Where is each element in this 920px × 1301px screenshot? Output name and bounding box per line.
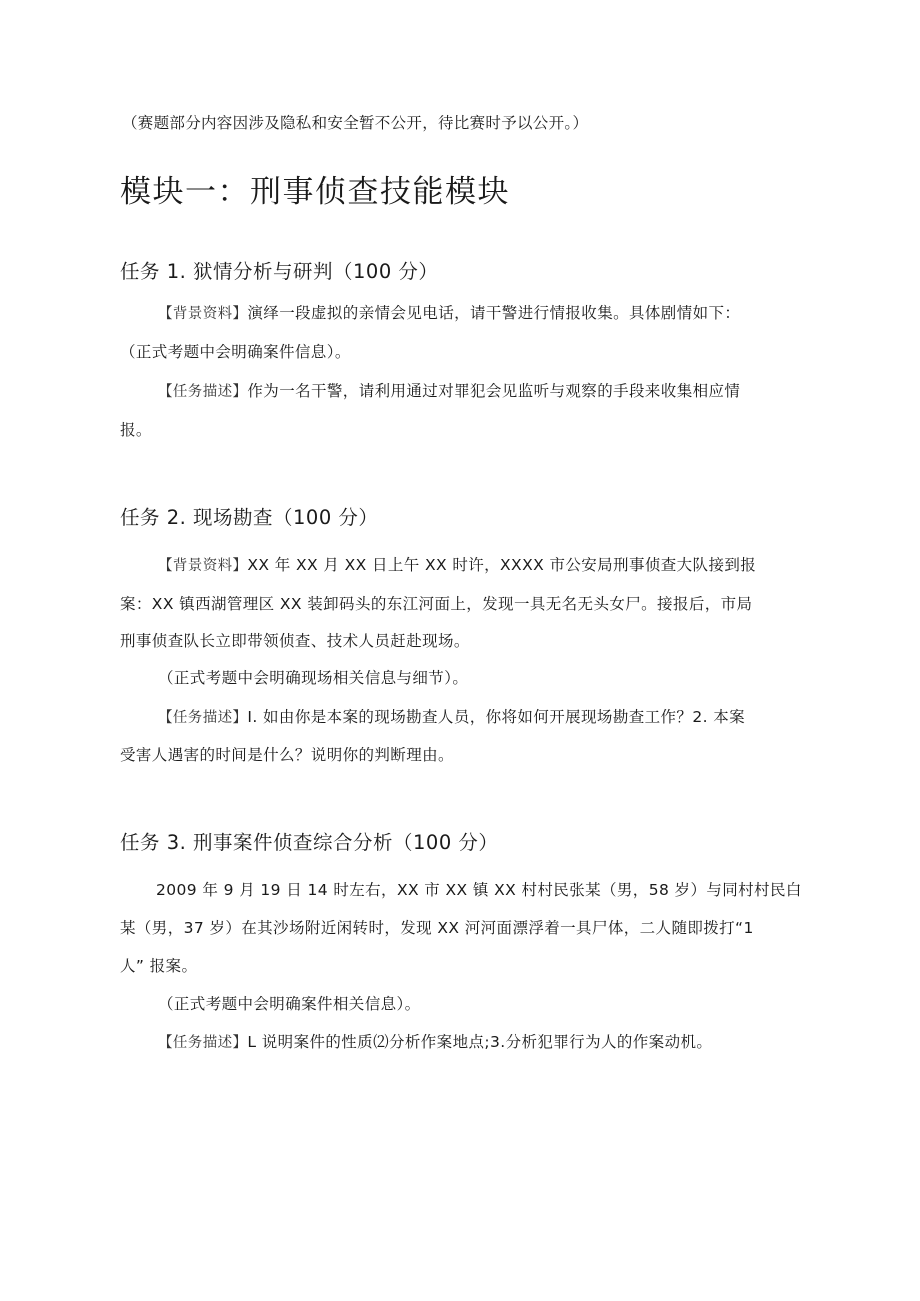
task2-background-tag: 【背景资料】 xyxy=(158,558,248,574)
task1-background-tag: 【背景资料】 xyxy=(158,306,248,322)
task1-description-line2: 报。 xyxy=(120,421,152,439)
task2-description-text: I. 如由你是本案的现场勘查人员，你将如何开展现场勘查工作？2. 本案 xyxy=(247,708,746,726)
task1-description-tag: 【任务描述】 xyxy=(158,384,248,400)
task3-title: 任务 3. 刑事案件侦查综合分析（100 分） xyxy=(120,831,499,854)
task2-description-line2: 受害人遇害的时间是什么？说明你的判断理由。 xyxy=(120,746,454,764)
task1-title: 任务 1. 狱情分析与研判（100 分） xyxy=(120,260,439,283)
task2-description xyxy=(158,706,800,729)
confidentiality-note: （赛题部分内容因涉及隐私和安全暂不公开，待比赛时予以公开。） xyxy=(122,114,589,132)
task2-background-line3: 刑事侦查队长立即带领侦查、技术人员赶赴现场。 xyxy=(120,632,470,650)
task2-note: （正式考题中会明确现场相关信息与细节）。 xyxy=(158,669,469,687)
task2-background-text: XX 年 XX 月 XX 日上午 XX 时许，XXXX 市公安局刑事侦查大队接到报 xyxy=(247,556,757,574)
task3-text-line2: 某（男，37 岁）在其沙场附近闲转时，发现 XX 河河面漂浮着一具尸体，二人随即拨打“1 xyxy=(120,919,754,937)
task2-background-line2: 案：XX 镇西湖管理区 XX 装卸码头的东江河面上，发现一具无名无头女尸。接报后，市局 xyxy=(120,595,753,613)
task2-background xyxy=(158,554,800,577)
task1-description xyxy=(158,380,800,403)
task1-background-line2: （正式考题中会明确案件信息）。 xyxy=(120,343,351,361)
task3-description xyxy=(158,1031,800,1054)
task3-description-text: L 说明案件的性质⑵分析作案地点;3.分析犯罪行为人的作案动机。 xyxy=(247,1033,713,1051)
task2-description-tag: 【任务描述】 xyxy=(158,710,248,726)
module-title: 模块一：刑事侦查技能模块 xyxy=(120,174,510,210)
task3-text-line1: 2009 年 9 月 19 日 14 时左右，XX 市 XX 镇 XX 村村民张某（男，58 岁）与同村村民白 xyxy=(156,881,802,899)
task3-note: （正式考题中会明确案件相关信息）。 xyxy=(158,995,421,1013)
task1-background-text: 演绎一段虚拟的亲情会见电话，请干警进行情报收集。具体剧情如下： xyxy=(247,304,741,322)
task1-background xyxy=(158,302,800,325)
task3-description-tag: 【任务描述】 xyxy=(158,1035,248,1051)
task2-title: 任务 2. 现场勘查（100 分） xyxy=(120,506,379,529)
task3-text-line3: 人” 报案。 xyxy=(120,957,198,975)
task1-description-text: 作为一名干警，请利用通过对罪犯会见监听与观察的手段来收集相应情 xyxy=(247,382,741,400)
